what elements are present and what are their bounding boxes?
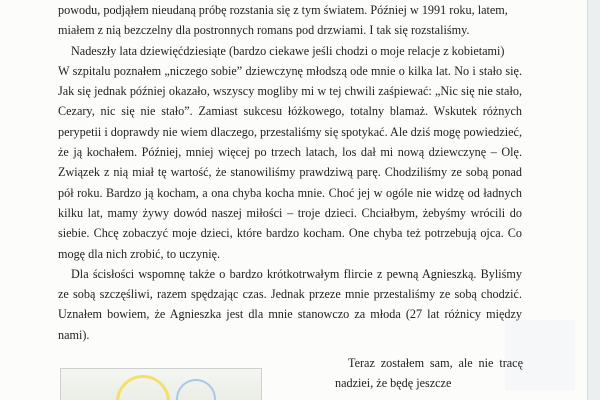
paragraph-0-line-2: miałem z nią bezczelny dla postronnych romans pod drzwiami. I tak się rozstaliśmy. (58, 23, 470, 38)
paragraph-1: Nadeszły lata dziewięćdziesiąte (bardzo ciekawe jeśli chodzi o moje relacje z kobietami) (71, 43, 505, 58)
photo-yellow-ring-icon (116, 375, 170, 400)
paragraph-3: Dla ścisłości wspomnę także o bardzo krótkotrwałym flircie z pewną Agnieszką. Byliśmy ze sobą szczęśliwi, razem spędzając czas. Jednak przeze mnie przestaliśmy ze sobą chodzić. Uznałem bowiem, że Agnieszka jest dla mnie stanowczo za młoda (27 lat różnicy między nami). (58, 266, 522, 342)
paragraph-2: W szpitalu poznałem „niczego sobie” dziewczynę młodszą ode mnie o kilka lat. No i stało się. Jak się jednak później okazało, wszyscy mogliby mi w tej chwili zaśpiewać: „Nic się nie stało, Cezary, nic się nie stało”. Zamiast sukcesu łóżkowego, totalny blamaż. Wskutek różnych perypetii i doprawdy nie wiem dlaczego, przestaliśmy się spotykać. Ale dziś mogę powiedzieć, że ją kochałem. Później, mniej więcej po trzech latach, los dał mi nową dziewczynę – Olę. Związek z nią miał tę wartość, że stanowiliśmy prawdziwą parę. Chodziliśmy ze sobą ponad pół roku. Bardzo ją kocham, a ona chyba kocha mnie. Choć jej w ogóle nie widzę od ładnych kilku lat, mamy żywy dowód naszej miłości – troje dzieci. Chciałbym, żebyśmy wrócili do siebie. Chcę zobaczyć moje dzieci, które bardzo kocham. One chyba też potrzebują ojca. Co mogę dla nich zrobić, to uczynię. (58, 63, 522, 261)
page-edge-strip (587, 0, 600, 400)
paragraph-0-line-1: powodu, podjąłem nieudaną próbę rozstania się z tym światem. Później w 1991 roku, latem, (58, 3, 508, 17)
photo-blue-ring-icon (176, 379, 216, 400)
paragraph-4 (335, 353, 523, 394)
body-text (58, 0, 522, 345)
photo-frame (60, 368, 262, 400)
paragraph-4-text: Teraz zostałem sam, ale nie tracę nadziei, że będę jeszcze (335, 356, 523, 391)
